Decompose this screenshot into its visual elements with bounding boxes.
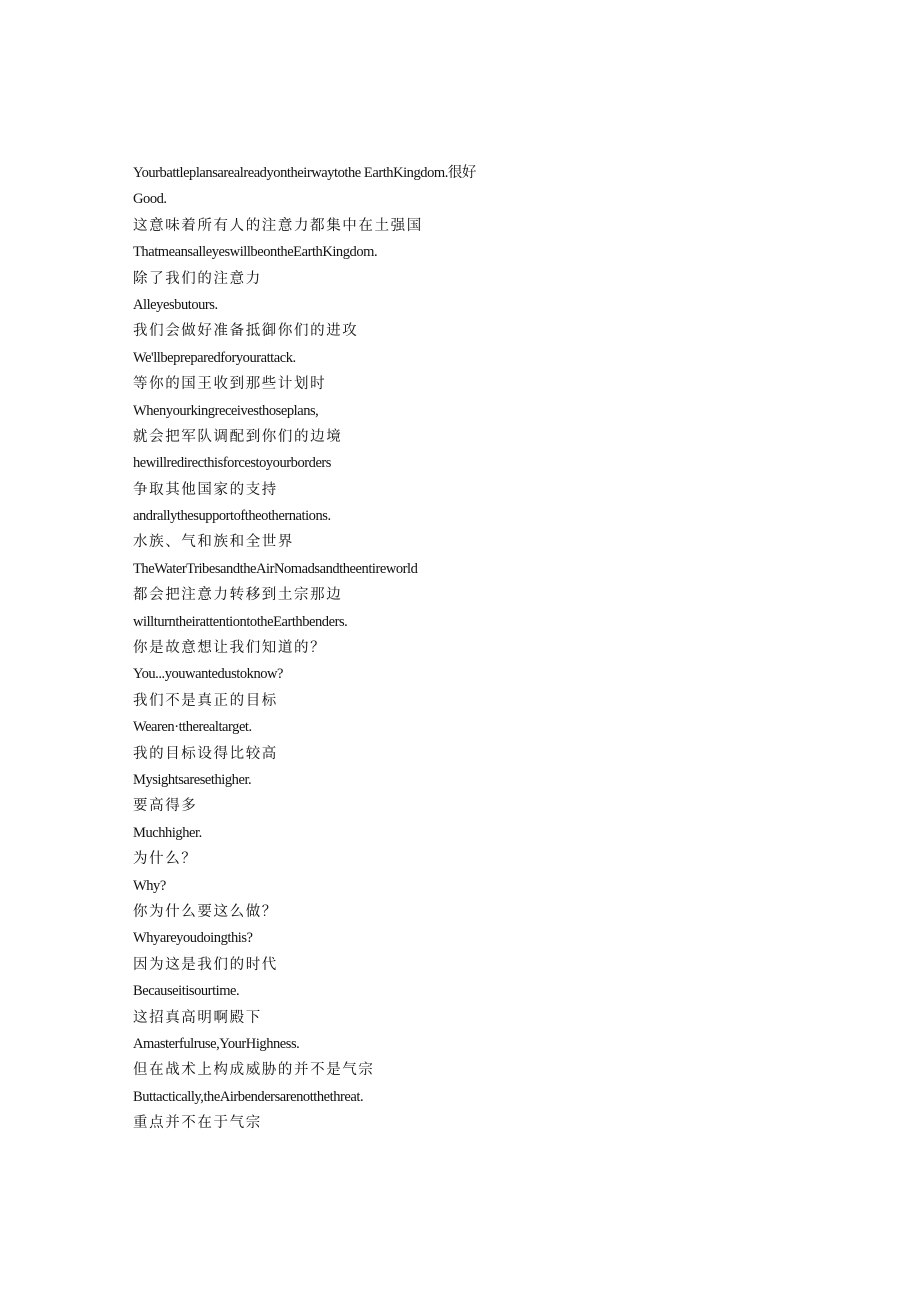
subtitle-line-chinese: 都会把注意力转移到土宗那边 <box>133 587 343 604</box>
subtitle-line-english: hewillredirecthisforcestoyourborders <box>133 455 332 472</box>
subtitle-line-english: You...youwantedustoknow? <box>133 666 284 683</box>
subtitle-line-english: Whenyourkingreceivesthoseplans, <box>133 402 319 419</box>
subtitle-line-chinese: 你是故意想让我们知道的？ <box>133 640 327 657</box>
subtitle-lines <box>133 160 773 1136</box>
subtitle-line-chinese: 除了我们的注意力 <box>133 270 262 287</box>
subtitle-line-english: andrallythesupportoftheothernations. <box>133 508 331 525</box>
subtitle-line-english: Whyareyoudoingthis? <box>133 930 253 947</box>
subtitle-line-chinese: 我的目标设得比较高 <box>133 745 278 762</box>
subtitle-line-chinese: 就会把军队调配到你们的边境 <box>133 428 343 445</box>
subtitle-line-english: Good. <box>133 191 167 208</box>
subtitle-line-chinese: 争取其他国家的支持 <box>133 481 278 498</box>
subtitle-line-english: We'llbepreparedforyourattack. <box>133 349 296 366</box>
subtitle-line-chinese: 因为这是我们的时代 <box>133 956 278 973</box>
subtitle-line-chinese: 为什么？ <box>133 851 198 868</box>
subtitle-line-chinese: 等你的国王收到那些计划时 <box>133 376 327 393</box>
subtitle-line-english: Why? <box>133 877 166 894</box>
subtitle-line-english: Alleyesbutours. <box>133 296 218 313</box>
subtitle-line-chinese: 重点并不在于气宗 <box>133 1115 262 1132</box>
subtitle-line-chinese: 要高得多 <box>133 798 198 815</box>
subtitle-line-chinese: 但在战术上构成威胁的并不是气宗 <box>133 1062 375 1079</box>
subtitle-line-chinese: 你为什么要这么做？ <box>133 903 278 920</box>
subtitle-line-english: Wearen·ttherealtarget. <box>133 719 252 736</box>
subtitle-line-chinese: 我们不是真正的目标 <box>133 692 278 709</box>
subtitle-line-chinese: 水族、气和族和全世界 <box>133 534 294 551</box>
subtitle-line-chinese: 这意味着所有人的注意力都集中在土强国 <box>133 217 423 234</box>
subtitle-line-english: Becauseitisourtime. <box>133 983 240 1000</box>
subtitle-line-english: Mysightsaresethigher. <box>133 771 252 788</box>
subtitle-line-english: willturntheirattentiontotheEarthbenders. <box>133 613 348 630</box>
subtitle-line-english: Amasterfulruse,YourHighness. <box>133 1035 300 1052</box>
subtitle-line-english: Muchhigher. <box>133 824 202 841</box>
subtitle-line-chinese: 我们会做好准备抵御你们的进攻 <box>133 323 359 340</box>
subtitle-line-english: TheWaterTribesandtheAirNomadsandtheentireworld <box>133 560 418 577</box>
subtitle-line-english: Yourbattleplansarealreadyontheirwaytothe EarthKingdom.很好 <box>133 165 476 181</box>
subtitle-line-english: Buttactically,theAirbendersarenotthethreat. <box>133 1088 364 1105</box>
subtitle-line-english: ThatmeansalleyeswillbeontheEarthKingdom. <box>133 244 378 261</box>
subtitle-line-chinese: 这招真高明啊殿下 <box>133 1009 262 1026</box>
